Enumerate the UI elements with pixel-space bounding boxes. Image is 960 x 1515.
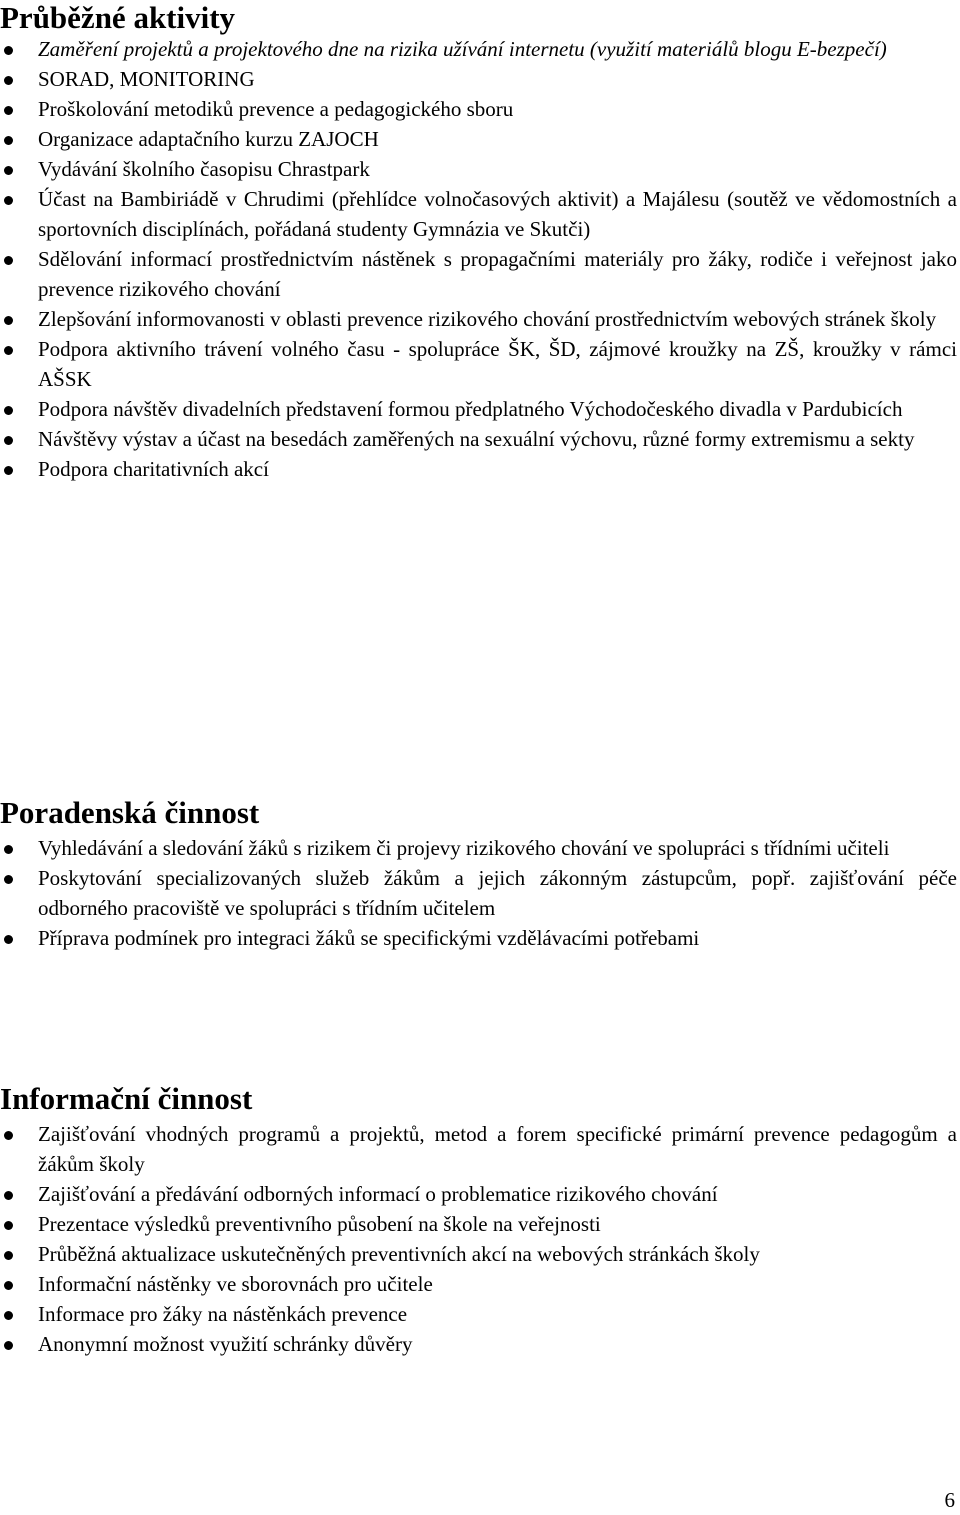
bullet-icon <box>4 106 13 115</box>
list-item: Podpora aktivního trávení volného času - spolupráce ŠK, ŠD, zájmové kroužky na ZŠ, kroužky v rámci AŠSK <box>0 334 957 394</box>
bullet-icon <box>4 76 13 85</box>
list-item: Účast na Bambiriádě v Chrudimi (přehlídce volnočasových aktivit) a Majálesu (soutěž ve vědomostních a sportovních disciplínách, pořádaná studenty Gymnázia ve Skutči) <box>0 184 957 244</box>
list-item: Zajišťování a předávání odborných informací o problematice rizikového chování <box>0 1179 957 1209</box>
bullet-icon <box>4 436 13 445</box>
bullet-icon <box>4 1311 13 1320</box>
list-item: Sdělování informací prostřednictvím nástěnek s propagačními materiály pro žáky, rodiče i veřejnost jako prevence rizikového chování <box>0 244 957 304</box>
bullet-icon <box>4 845 13 854</box>
section-list-informacni-cinnost <box>0 1119 957 1359</box>
bullet-icon <box>4 256 13 265</box>
list-item: Zaměření projektů a projektového dne na rizika užívání internetu (využití materiálů blogu E-bezpečí) <box>0 34 957 64</box>
list-item: Zlepšování informovanosti v oblasti prevence rizikového chování prostřednictvím webových stránek školy <box>0 304 957 334</box>
section-heading-poradenska-cinnost: Poradenská činnost <box>0 795 260 830</box>
list-item: Podpora charitativních akcí <box>0 454 957 484</box>
list-item: Návštěvy výstav a účast na besedách zaměřených na sexuální výchovu, různé formy extremismu a sekty <box>0 424 957 454</box>
bullet-icon <box>4 1281 13 1290</box>
bullet-icon <box>4 346 13 355</box>
bullet-icon <box>4 406 13 415</box>
section-heading-prubezne-aktivity: Průběžné aktivity <box>0 0 236 35</box>
page-number: 6 <box>944 1488 955 1512</box>
list-item: Vydávání školního časopisu Chrastpark <box>0 154 957 184</box>
list-item: Vyhledávání a sledování žáků s rizikem či projevy rizikového chování ve spolupráci s třídními učiteli <box>0 833 957 863</box>
bullet-icon <box>4 1341 13 1350</box>
list-item: Prezentace výsledků preventivního působení na škole na veřejnosti <box>0 1209 957 1239</box>
bullet-icon <box>4 1251 13 1260</box>
bullet-icon <box>4 1131 13 1140</box>
list-item: Podpora návštěv divadelních představení formou předplatného Východočeského divadla v Pardubicích <box>0 394 957 424</box>
bullet-icon <box>4 136 13 145</box>
bullet-icon <box>4 1221 13 1230</box>
bullet-icon <box>4 935 13 944</box>
bullet-icon <box>4 1191 13 1200</box>
bullet-icon <box>4 46 13 55</box>
bullet-icon <box>4 466 13 475</box>
list-item: Průběžná aktualizace uskutečněných preventivních akcí na webových stránkách školy <box>0 1239 957 1269</box>
section-list-poradenska-cinnost <box>0 833 957 953</box>
list-item: Organizace adaptačního kurzu ZAJOCH <box>0 124 957 154</box>
bullet-icon <box>4 875 13 884</box>
section-list-prubezne-aktivity <box>0 34 957 484</box>
list-item: Zajišťování vhodných programů a projektů, metod a forem specifické primární prevence pedagogům a žákům školy <box>0 1119 957 1179</box>
bullet-icon <box>4 316 13 325</box>
list-item: Informace pro žáky na nástěnkách prevence <box>0 1299 957 1329</box>
bullet-icon <box>4 196 13 205</box>
list-item: Proškolování metodiků prevence a pedagogického sboru <box>0 94 957 124</box>
bullet-icon <box>4 166 13 175</box>
list-item: Anonymní možnost využití schránky důvěry <box>0 1329 957 1359</box>
section-heading-informacni-cinnost: Informační činnost <box>0 1081 253 1116</box>
list-item: Příprava podmínek pro integraci žáků se specifickými vzdělávacími potřebami <box>0 923 957 953</box>
list-item: Informační nástěnky ve sborovnách pro učitele <box>0 1269 957 1299</box>
list-item: Poskytování specializovaných služeb žákům a jejich zákonným zástupcům, popř. zajišťování péče odborného pracoviště ve spolupráci s třídním učitelem <box>0 863 957 923</box>
list-item: SORAD, MONITORING <box>0 64 957 94</box>
